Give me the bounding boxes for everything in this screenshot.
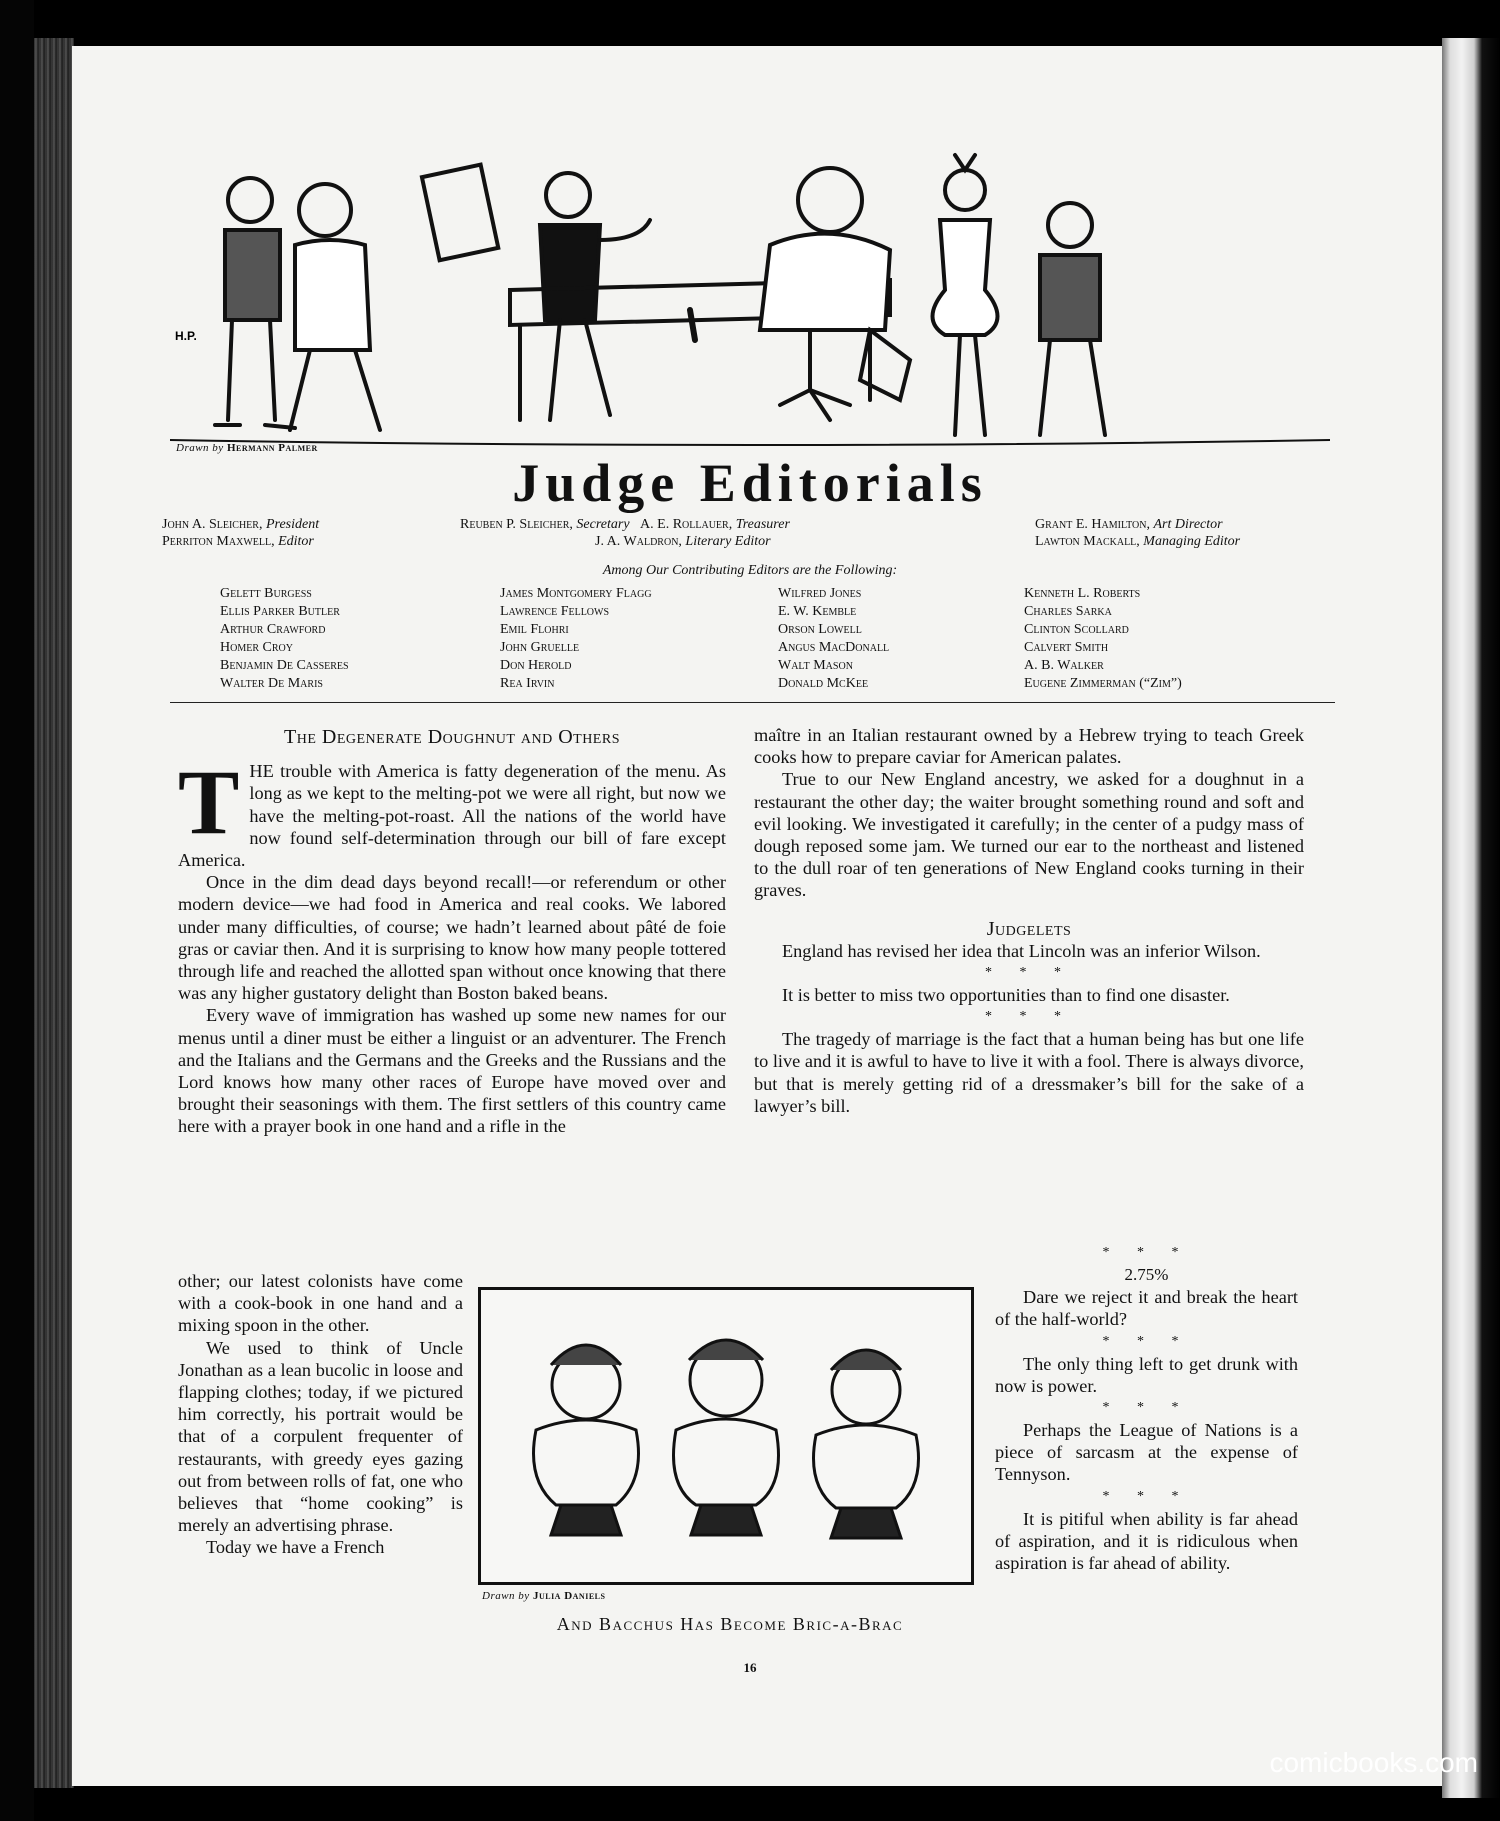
separator: * * * <box>1102 1333 1191 1349</box>
bottom-illustration-credit <box>482 1590 605 1602</box>
scan-border <box>0 0 34 1821</box>
judgelet: England has revised her idea that Lincoln was an inferior Wilson. <box>782 940 1261 961</box>
contributor: Gelett Burgess <box>220 586 312 601</box>
illustration-caption: And Bacchus Has Become Bric-a-Brac <box>556 1614 904 1634</box>
contributor: Benjamin De Casseres <box>220 658 349 673</box>
editors-cartoon-illustration <box>170 150 1330 450</box>
contributor: Wilfred Jones <box>778 586 862 601</box>
editorial-paragraph: True to our New England ancestry, we asked for a doughnut in a restaurant the other day; the waiter brought something round and soft and evil looking. We investigated it carefully; in the center of a pudgy mass of dough reposed some jam. We turned our ear to the northeast and listened to the dull roar of ten generations of New England cooks turning in their graves. <box>754 769 1304 901</box>
editorial-column-left-lower <box>178 1270 463 1559</box>
separator: * * * <box>1102 1245 1191 1260</box>
credit-artist: Hermann Palmer <box>226 442 318 454</box>
contributor: John Gruelle <box>500 640 580 655</box>
editorial-column-right <box>754 724 1304 1117</box>
credit-artist: Julia Daniels <box>532 1590 606 1602</box>
staff-role: Literary Editor <box>685 534 771 549</box>
judgelet: The tragedy of marriage is the fact that a human being has but one life to live and it is awful to have to live it with a fool. There is always divorce, but that is merely getting rid of a dressmaker’s bill for the sake of a lawyer’s bill. <box>754 1029 1304 1116</box>
contributor: E. W. Kemble <box>778 604 857 619</box>
staff-role: Secretary <box>576 517 630 532</box>
contributors-column-1 <box>220 585 349 693</box>
staff-role: Managing Editor <box>1143 534 1241 549</box>
contributor: Clinton Scollard <box>1024 622 1129 637</box>
separator: * * * <box>1102 1400 1191 1416</box>
credit-prefix: Drawn by <box>482 1590 530 1602</box>
contributor: Emil Flohri <box>500 622 569 637</box>
staff-name: John A. Sleicher, <box>162 517 263 532</box>
contributor: Homer Croy <box>220 640 293 655</box>
judgelet: It is better to miss two opportunities than to find one disaster. <box>782 985 1230 1006</box>
illustration-signature: H.P. <box>175 329 197 343</box>
contributor: Arthur Crawford <box>220 622 326 637</box>
page-title: Judge Editorials <box>512 453 988 513</box>
paragraph-text: HE trouble with America is fatty degeneration of the menu. As long as we kept to the melting-pot we were all right, but now we have the melting-pot-roast. All the nations of the world have now found self-determination through our bill of fare except America. <box>178 761 726 871</box>
contributor: Eugene Zimmerman (“Zim”) <box>1024 676 1182 691</box>
staff-name: Reuben P. Sleicher, <box>460 517 573 532</box>
judgelets-column-lower <box>995 1242 1298 1574</box>
site-watermark: comicbooks.com <box>1269 1747 1478 1778</box>
contributor: Donald McKee <box>778 676 869 691</box>
separator: * * * <box>985 1009 1073 1025</box>
staff-left <box>162 516 319 550</box>
editorial-paragraph: other; our latest colonists have come with a cook-book in one hand and a mixing spoon in the other. <box>178 1271 463 1336</box>
staff-name: A. E. Rollauer, <box>640 517 733 532</box>
staff-middle <box>460 516 980 550</box>
staff-right <box>1035 516 1240 550</box>
contributor: Orson Lowell <box>778 622 862 637</box>
separator: * * * <box>985 965 1073 981</box>
staff-role: Editor <box>278 534 314 549</box>
staff-role: Art Director <box>1153 517 1223 532</box>
contributor: Walter De Maris <box>220 676 323 691</box>
contributor: Lawrence Fellows <box>500 604 610 619</box>
contributor: A. B. Walker <box>1024 658 1104 673</box>
drop-cap: T <box>178 751 240 854</box>
editorial-paragraph: Once in the dim dead days beyond recall!—or referendum or other modern device—we had food in America and real cooks. We labored under many difficulties, of course; we hadn’t learned about pâté de foie gras or caviar then. And it is surprising to know how many people tottered through life and reached the allotted span without once knowing that there was any higher gustatory delight than Boston baked beans. <box>178 872 726 1004</box>
judgelets-title: Judgelets <box>986 917 1072 940</box>
staff-name: Grant E. Hamilton, <box>1035 517 1150 532</box>
editorial-paragraph: Today we have a French <box>206 1537 385 1558</box>
contributors-column-4 <box>1024 585 1182 693</box>
judgelet: Perhaps the League of Nations is a piece of sarcasm at the expense of Tennyson. <box>995 1420 1298 1485</box>
editorial-paragraph <box>178 751 726 871</box>
contributor: Kenneth L. Roberts <box>1024 586 1141 601</box>
contributor: James Montgomery Flagg <box>500 586 652 601</box>
page-number: 16 <box>743 1660 757 1675</box>
contributor: Ellis Parker Butler <box>220 604 340 619</box>
divider-rule <box>170 702 1335 703</box>
bacchus-busts-illustration <box>478 1287 974 1585</box>
staff-name: Lawton Mackall, <box>1035 534 1140 549</box>
editorial-paragraph: Every wave of immigration has washed up some new names for our menus until a diner must be either a linguist or an adventurer. The French and the Italians and the Germans and the Greeks and the Russians and the Lord knows how many other races of Europe have moved over and brought their seasonings with them. The first settlers of this country came here with a prayer book in one hand and a rifle in the <box>178 1005 726 1137</box>
staff-role: Treasurer <box>735 517 790 532</box>
editorial-paragraph: maître in an Italian restaurant owned by a Hebrew trying to teach Greek cooks how to prepare caviar for American palates. <box>754 725 1304 768</box>
contributor: Charles Sarka <box>1024 604 1112 619</box>
page-gutter <box>1442 38 1500 1798</box>
book-binding <box>34 38 74 1788</box>
staff-role: President <box>265 517 320 532</box>
busts-drawing <box>481 1290 971 1582</box>
judgelet: It is pitiful when ability is far ahead of aspiration, and it is ridiculous when aspiration is far ahead of ability. <box>995 1508 1298 1574</box>
contributor: Angus MacDonall <box>778 640 890 655</box>
separator: * * * <box>1102 1488 1191 1504</box>
staff-name: Perriton Maxwell, <box>162 534 275 549</box>
editorial-paragraph: We used to think of Uncle Jonathan as a lean bucolic in loose and flapping clothes; today, if we pictured him correctly, his portrait would be that of a corpulent frequenter of restaurants, with greedy eyes gazing out from between rolls of fat, one who believes that “home cooking” is merely an advertising phrase. <box>178 1337 463 1536</box>
contributors-column-3 <box>778 585 889 693</box>
editorial-column-left <box>178 726 726 1138</box>
judgelet: The only thing left to get drunk with now is power. <box>995 1353 1298 1396</box>
judgelet-heading: 2.75% <box>1124 1265 1169 1284</box>
contributor: Don Herold <box>500 658 572 673</box>
contributor: Walt Mason <box>778 658 853 673</box>
contributor: Rea Irvin <box>500 676 555 691</box>
editorial-title: The Degenerate Doughnut and Others <box>284 726 620 748</box>
contributors-column-2 <box>500 585 652 693</box>
judgelet: Dare we reject it and break the heart of the half-world? <box>995 1287 1298 1330</box>
staff-name: J. A. Waldron, <box>595 534 682 549</box>
contributors-heading: Among Our Contributing Editors are the Following: <box>602 563 898 578</box>
credit-prefix: Drawn by <box>176 442 224 454</box>
contributor: Calvert Smith <box>1024 640 1109 655</box>
